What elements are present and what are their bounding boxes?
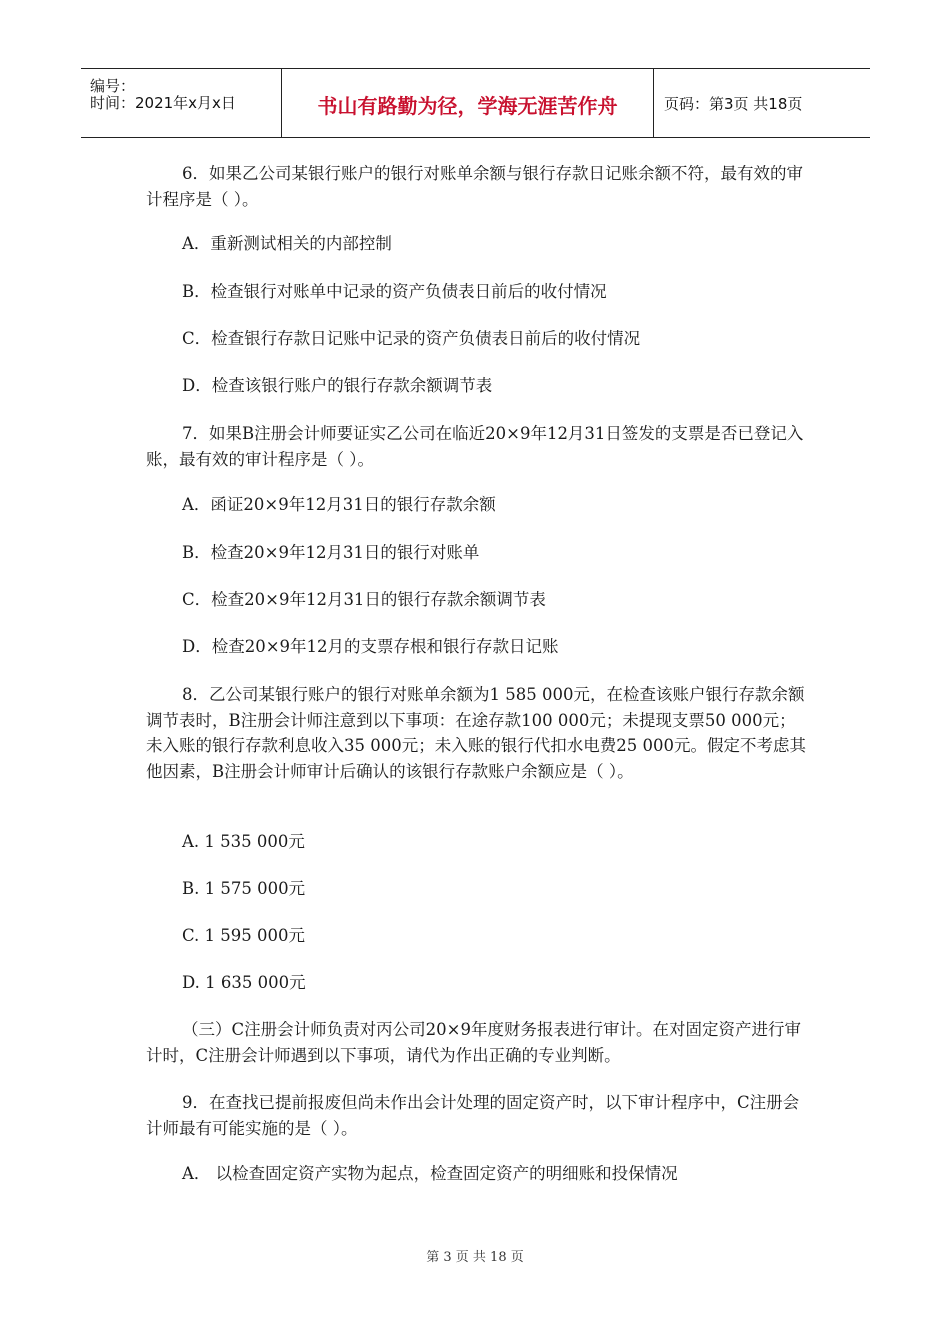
question-6-text: 6．如果乙公司某银行账户的银行对账单余额与银行存款日记账余额不符，最有效的审计程序是（ ）。	[146, 164, 803, 209]
page-label: 页码：第3页 共18页	[664, 95, 803, 113]
question-8-text: 8．乙公司某银行账户的银行对账单余额为1 585 000元，在检查该账户银行存款余额调节表时，B注册会计师注意到以下事项：在途存款100 000元；未提现支票50 000元；未入账的银行存款利息收入35 000元；未入账的银行代扣水电费25 000元。假定不考虑其他因素，B注册会计师审计后确认的该银行存款账户余额应是（ ）。	[146, 685, 806, 781]
question-9-text: 9．在查找已提前报废但尚未作出会计处理的固定资产时，以下审计程序中，C注册会计师最有可能实施的是（ ）。	[146, 1093, 800, 1138]
question-7-text: 7．如果B注册会计师要证实乙公司在临近20×9年12月31日签发的支票是否已登记入账，最有效的审计程序是（ ）。	[146, 424, 804, 469]
q9-option-a: A． 以检查固定资产实物为起点，检查固定资产的明细账和投保情况	[182, 1164, 678, 1183]
q8-option-a: A. 1 535 000元	[182, 832, 305, 851]
header-motto: 书山有路勤为径，学海无涯苦作舟	[317, 94, 618, 118]
q6-option-d: D．检查该银行账户的银行存款余额调节表	[182, 376, 493, 395]
q8-option-b: B. 1 575 000元	[182, 879, 306, 898]
q6-option-b: B．检查银行对账单中记录的资产负债表日前后的收付情况	[182, 282, 607, 301]
q6-option-c: C．检查银行存款日记账中记录的资产负债表日前后的收付情况	[182, 329, 641, 348]
number-label: 编号：	[90, 77, 136, 95]
question-9	[146, 1090, 810, 1141]
page-header	[81, 68, 870, 138]
question-8	[146, 682, 810, 784]
question-7	[146, 421, 810, 472]
q7-option-d: D．检查20×9年12月的支票存根和银行存款日记账	[182, 637, 559, 656]
q8-option-c: C. 1 595 000元	[182, 926, 306, 945]
header-center-cell	[282, 69, 654, 137]
q8-option-d: D. 1 635 000元	[182, 973, 306, 992]
q7-option-a: A．函证20×9年12月31日的银行存款余额	[182, 495, 496, 514]
section-3-text: （三）C注册会计师负责对丙公司20×9年度财务报表进行审计。在对固定资产进行审计时，C注册会计师遇到以下事项，请代为作出正确的专业判断。	[146, 1020, 801, 1065]
q6-option-a: A．重新测试相关的内部控制	[182, 234, 392, 253]
section-3-intro	[146, 1017, 810, 1068]
header-left-cell	[81, 69, 282, 137]
time-label: 时间：2021年x月x日	[90, 94, 236, 112]
question-6	[146, 161, 810, 212]
q7-option-c: C．检查20×9年12月31日的银行存款余额调节表	[182, 590, 546, 609]
header-right-cell	[654, 69, 870, 137]
page-footer: 第 3 页 共 18 页	[426, 1250, 524, 1265]
q7-option-b: B．检查20×9年12月31日的银行对账单	[182, 543, 480, 562]
